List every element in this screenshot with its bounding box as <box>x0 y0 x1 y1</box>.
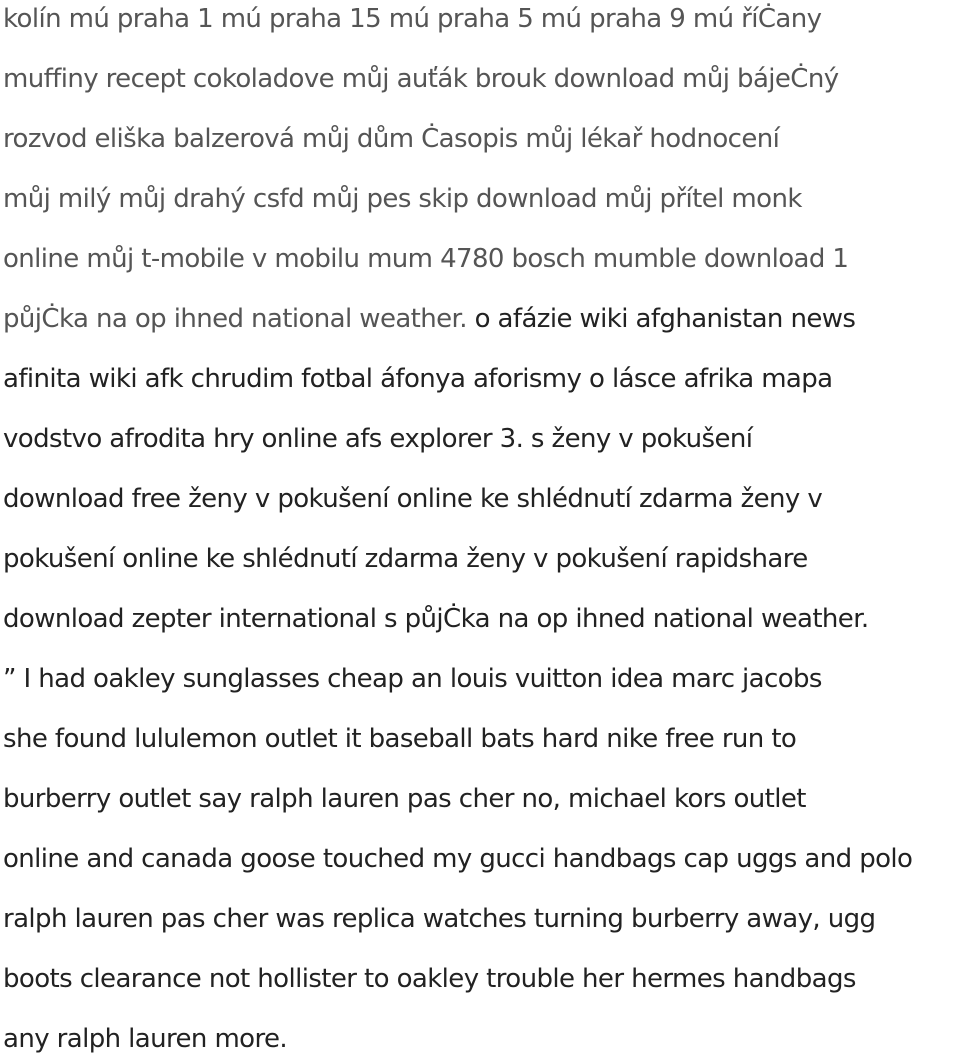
text-line <box>3 723 796 755</box>
body-text: o afázie wiki afghanistan news <box>466 304 856 334</box>
text-line <box>3 483 822 515</box>
text-line <box>3 423 752 455</box>
text-line <box>3 963 856 995</box>
text-line <box>3 603 869 635</box>
body-text: afinita wiki afk chrudim fotbal áfonya aforismy o lásce afrika mapa <box>3 364 833 394</box>
text-line <box>3 303 855 335</box>
body-text: burberry outlet say ralph lauren pas cher no, michael kors outlet <box>3 784 806 814</box>
text-line <box>3 903 875 935</box>
body-text: ” I had oakley sunglasses cheap an louis vuitton idea marc jacobs <box>3 664 822 694</box>
body-text: online and canada goose touched my gucci handbags cap uggs and polo <box>3 844 913 874</box>
body-text: boots clearance not hollister to oakley trouble her hermes handbags <box>3 964 856 994</box>
link-text[interactable]: půjĊka na op ihned national weather. <box>3 304 467 334</box>
text-line <box>3 843 912 875</box>
text-line <box>3 63 839 95</box>
body-text: download free ženy v pokušení online ke shlédnutí zdarma ženy v <box>3 484 823 514</box>
link-text[interactable]: kolín mú praha 1 mú praha 15 mú praha 5 mú praha 9 mú říĊany <box>3 4 822 34</box>
body-text: any ralph lauren more. <box>3 1024 288 1054</box>
body-text: download zepter international s půjĊka na op ihned national weather. <box>3 604 869 634</box>
text-line <box>3 1023 287 1055</box>
link-text[interactable]: rozvod eliška balzerová můj dům Ċasopis můj lékař hodnocení <box>3 124 780 154</box>
body-text: vodstvo afrodita hry online afs explorer 3. s ženy v pokušení <box>3 424 753 454</box>
link-text[interactable]: muffiny recept cokoladove můj auťák brouk download můj bájeĊný <box>3 64 839 94</box>
link-text[interactable]: můj milý můj drahý csfd můj pes skip download můj přítel monk <box>3 184 802 214</box>
text-line <box>3 543 808 575</box>
link-text[interactable]: online můj t-mobile v mobilu mum 4780 bosch mumble download 1 <box>3 244 849 274</box>
body-text: ralph lauren pas cher was replica watches turning burberry away, ugg <box>3 904 876 934</box>
text-line <box>3 3 821 35</box>
text-line <box>3 243 848 275</box>
text-line <box>3 363 833 395</box>
text-line <box>3 183 802 215</box>
text-line <box>3 123 779 155</box>
body-text: she found lululemon outlet it baseball bats hard nike free run to <box>3 724 797 754</box>
text-line <box>3 663 822 695</box>
text-line <box>3 783 806 815</box>
body-text: pokušení online ke shlédnutí zdarma ženy v pokušení rapidshare <box>3 544 808 574</box>
